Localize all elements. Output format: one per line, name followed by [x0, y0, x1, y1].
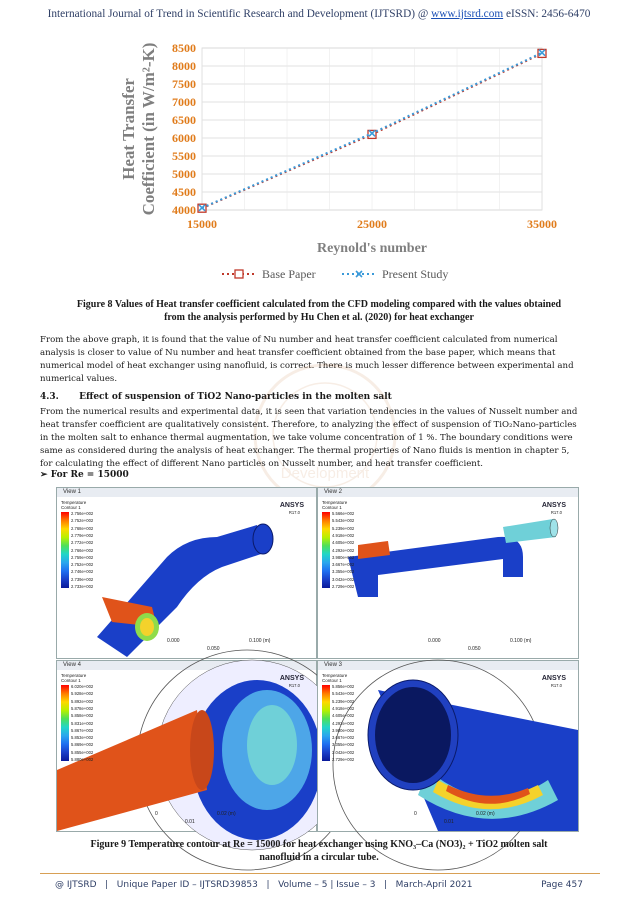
color-legend-bar — [61, 512, 69, 588]
legend-marker-square — [235, 270, 243, 278]
contour-render — [57, 497, 316, 658]
legend-value: 2.739e+002 — [71, 576, 94, 582]
scale-mid: 0.01 — [444, 819, 454, 825]
x-tick-label: 35000 — [527, 217, 557, 231]
y-axis-label-line1: Heat Transfer — [119, 78, 138, 180]
scale-right: 0.02 (m) — [476, 811, 495, 817]
legend-label: Base Paper — [262, 267, 316, 281]
arrow-bullet-icon: ➢ — [40, 470, 48, 480]
header-issn: eISSN: 2456-6470 — [503, 8, 591, 20]
y-tick-label: 8000 — [172, 59, 196, 73]
color-legend-bar — [61, 685, 69, 761]
paragraph-2 — [40, 406, 600, 471]
color-legend-bar — [322, 685, 330, 761]
legend-value: 2.779e+002 — [71, 532, 94, 538]
legend-value: 5.928e+002 — [71, 691, 94, 697]
ansys-logo: ANSYS — [279, 502, 304, 509]
scale-left: 0 — [155, 811, 158, 817]
legend-label: Present Study — [382, 267, 449, 281]
legend-value: 5.880e+002 — [71, 757, 94, 762]
scale-right: 0.02 (m) — [217, 811, 236, 817]
y-tick-label: 4500 — [172, 185, 196, 199]
legend-value: 5.855e+002 — [71, 749, 94, 755]
legend-marker-x — [356, 271, 362, 277]
color-legend-bar — [322, 512, 330, 588]
legend-value: 2.752e+002 — [71, 518, 94, 524]
paragraph-2-line: From the numerical results and experimental data, it is seen that variation tendencies in the values of Nusselt number and — [40, 407, 578, 417]
legend-value: 2.756e+002 — [71, 511, 94, 516]
legend-value: 2.752e+002 — [71, 562, 94, 568]
legend-title: Temperature Contour 1 — [322, 500, 348, 510]
y-tick-label: 7000 — [172, 95, 196, 109]
scale-mid: 0.01 — [185, 819, 195, 825]
legend-value: 3.980e+002 — [332, 727, 355, 733]
legend-value: 2.733e+002 — [71, 584, 94, 589]
legend-value: 6.020e+002 — [71, 684, 94, 689]
x-axis-label: Reynold's number — [316, 241, 428, 256]
ansys-logo: ANSYS — [279, 675, 304, 682]
legend-value: 5.239e+002 — [332, 525, 355, 531]
legend-value: 4.292e+002 — [332, 720, 355, 726]
legend-value: 5.892e+002 — [71, 698, 94, 704]
paragraph-2-line: heat transfer coefficient are qualitatively consistent. Therefore, to analyzing the effect of suspension of TiO₂Nano-particles — [40, 420, 577, 430]
x-tick-label: 15000 — [187, 217, 217, 231]
ansys-view-panel[interactable] — [317, 487, 579, 659]
figure-8-caption — [40, 298, 598, 324]
section-number: 4.3. — [40, 392, 59, 402]
legend-value: 5.543e+002 — [332, 691, 355, 697]
legend-value: 3.355e+002 — [332, 742, 355, 748]
legend-value: 4.605e+002 — [332, 540, 355, 546]
contour-render — [318, 670, 578, 831]
ansys-version: R17.0 — [288, 683, 300, 688]
view-title[interactable]: View 1 — [57, 488, 316, 497]
legend-value: 2.759e+002 — [71, 554, 94, 560]
section-heading — [40, 392, 392, 402]
legend-value: 3.355e+002 — [332, 569, 355, 575]
bullet-text: For Re = 15000 — [50, 470, 129, 480]
legend-title: Temperature Contour 1 — [61, 673, 87, 683]
ansys-view-panel[interactable] — [56, 487, 317, 659]
y-tick-label: 4000 — [172, 203, 196, 217]
y-tick-label: 8500 — [172, 41, 196, 55]
figure-8-caption-line2: from the analysis performed by Hu Chen et al. (2020) for heat exchanger — [164, 312, 474, 323]
header-text: International Journal of Trend in Scientific Research and Development (IJTSRD) @ — [47, 8, 432, 20]
paragraph-1 — [40, 334, 600, 386]
watermark-text: Development — [280, 465, 370, 482]
scale-left: 0.000 — [428, 638, 441, 644]
legend-value: 2.729e+002 — [332, 584, 355, 589]
legend-value: 4.292e+002 — [332, 547, 355, 553]
scale-mid: 0.050 — [207, 646, 220, 652]
legend-value: 3.980e+002 — [332, 554, 355, 560]
paragraph-2-line: same as considered during the analysis of heat exchanger. The thermal properties of Nano fluids is mention in chapter 5, — [40, 446, 570, 456]
bullet-item — [40, 470, 129, 480]
view-title[interactable]: View 4 — [57, 661, 316, 670]
ansys-view-panel[interactable] — [317, 660, 579, 832]
legend-value: 4.605e+002 — [332, 713, 355, 719]
figure-8-caption-line1: Figure 8 Values of Heat transfer coefficient calculated from the CFD modeling compared with the values obtained — [76, 299, 562, 310]
legend-value: 3.042e+002 — [332, 749, 355, 755]
x-tick-label: 25000 — [357, 217, 387, 231]
ansys-version: R17.0 — [550, 683, 562, 688]
legend-value: 2.768e+002 — [71, 525, 94, 531]
legend-value: 4.918e+002 — [332, 705, 355, 711]
contour-render — [57, 670, 316, 831]
chart-svg — [112, 40, 557, 290]
y-tick-label: 7500 — [172, 77, 196, 91]
figure-8-chart — [112, 40, 557, 290]
legend-value: 3.667e+002 — [332, 735, 355, 741]
legend-value: 5.856e+002 — [332, 684, 355, 689]
footer-divider — [40, 873, 600, 874]
legend-value: 5.566e+002 — [332, 511, 355, 516]
legend-value: 5.878e+002 — [71, 705, 94, 711]
legend-title: Temperature Contour 1 — [61, 500, 87, 510]
legend-value: 5.239e+002 — [332, 698, 355, 704]
paragraph-2-line: for calculating the effect of different Nano particles on Nusselt number, and heat transfer coefficient. — [40, 459, 484, 469]
y-tick-label: 5000 — [172, 167, 196, 181]
contour-render — [318, 497, 578, 658]
legend-title: Temperature Contour 1 — [322, 673, 348, 683]
scale-mid: 0.050 — [468, 646, 481, 652]
figure-9-caption-line1: Figure 9 Temperature contour at Re = 15000 for heat exchanger using KNO₃–Ca (NO3)₂ + TiO2 molten salt — [90, 839, 548, 850]
ansys-view-panel[interactable] — [56, 660, 317, 832]
y-tick-label: 6500 — [172, 113, 196, 127]
ansys-logo: ANSYS — [541, 675, 566, 682]
legend-value: 5.867e+002 — [71, 727, 94, 733]
ansys-version: R17.0 — [288, 510, 300, 515]
legend-value: 3.667e+002 — [332, 562, 355, 568]
journal-link[interactable]: www.ijtsrd.com — [431, 8, 504, 20]
legend-value: 4.918e+002 — [332, 532, 355, 538]
legend-value: 2.766e+002 — [71, 547, 94, 553]
legend-value: 2.772e+002 — [71, 540, 94, 546]
paragraph-2-line: in the molten salt to enhance thermal augmentation, we take volume concentration of 1 %. The boundary conditions were — [40, 433, 573, 443]
figure-9-caption — [40, 838, 598, 864]
paragraph-1-line: numerical model of heat exchanger using nanofluid, is correct. There is much lesser difference between experimental and — [40, 361, 574, 371]
view-title[interactable]: View 2 — [318, 488, 578, 497]
journal-header — [0, 8, 638, 20]
legend-value: 5.869e+002 — [71, 742, 94, 748]
paragraph-1-line: From the above graph, it is found that the value of Nu number and heat transfer coefficient calculated from numerical — [40, 335, 558, 345]
y-tick-label: 5500 — [172, 149, 196, 163]
legend-value: 2.729e+002 — [332, 757, 355, 762]
scale-left: 0 — [414, 811, 417, 817]
y-tick-label: 6000 — [172, 131, 196, 145]
legend-value: 3.042e+002 — [332, 576, 355, 582]
scale-right: 0.100 (m) — [249, 638, 271, 644]
page-footer: @ IJTSRD | Unique Paper ID – IJTSRD39853 | Volume – 5 | Issue – 3 | March-April 2021 Page 457 — [55, 880, 583, 890]
view-title[interactable]: View 3 — [318, 661, 578, 670]
y-axis-label-line2: Coefficient (in W/m²-K) — [139, 42, 158, 216]
ansys-version: R17.0 — [550, 510, 562, 515]
legend-value: 5.858e+002 — [71, 713, 94, 719]
figure-9-caption-line2: nanofluid in a circular tube. — [259, 852, 379, 863]
legend-value: 2.746e+002 — [71, 569, 94, 575]
legend-value: 5.543e+002 — [332, 518, 355, 524]
scale-right: 0.100 (m) — [510, 638, 532, 644]
paragraph-1-line: numerical values. — [40, 374, 118, 384]
legend-value: 5.831e+002 — [71, 720, 94, 726]
scale-left: 0.000 — [167, 638, 180, 644]
paragraph-1-line: analysis is closer to value of Nu number and heat transfer coefficient obtained from the base paper, which means that — [40, 348, 556, 358]
legend-value: 5.853e+002 — [71, 735, 94, 741]
section-title: Effect of suspension of TiO2 Nano-particles in the molten salt — [79, 392, 392, 402]
ansys-logo: ANSYS — [541, 502, 566, 509]
